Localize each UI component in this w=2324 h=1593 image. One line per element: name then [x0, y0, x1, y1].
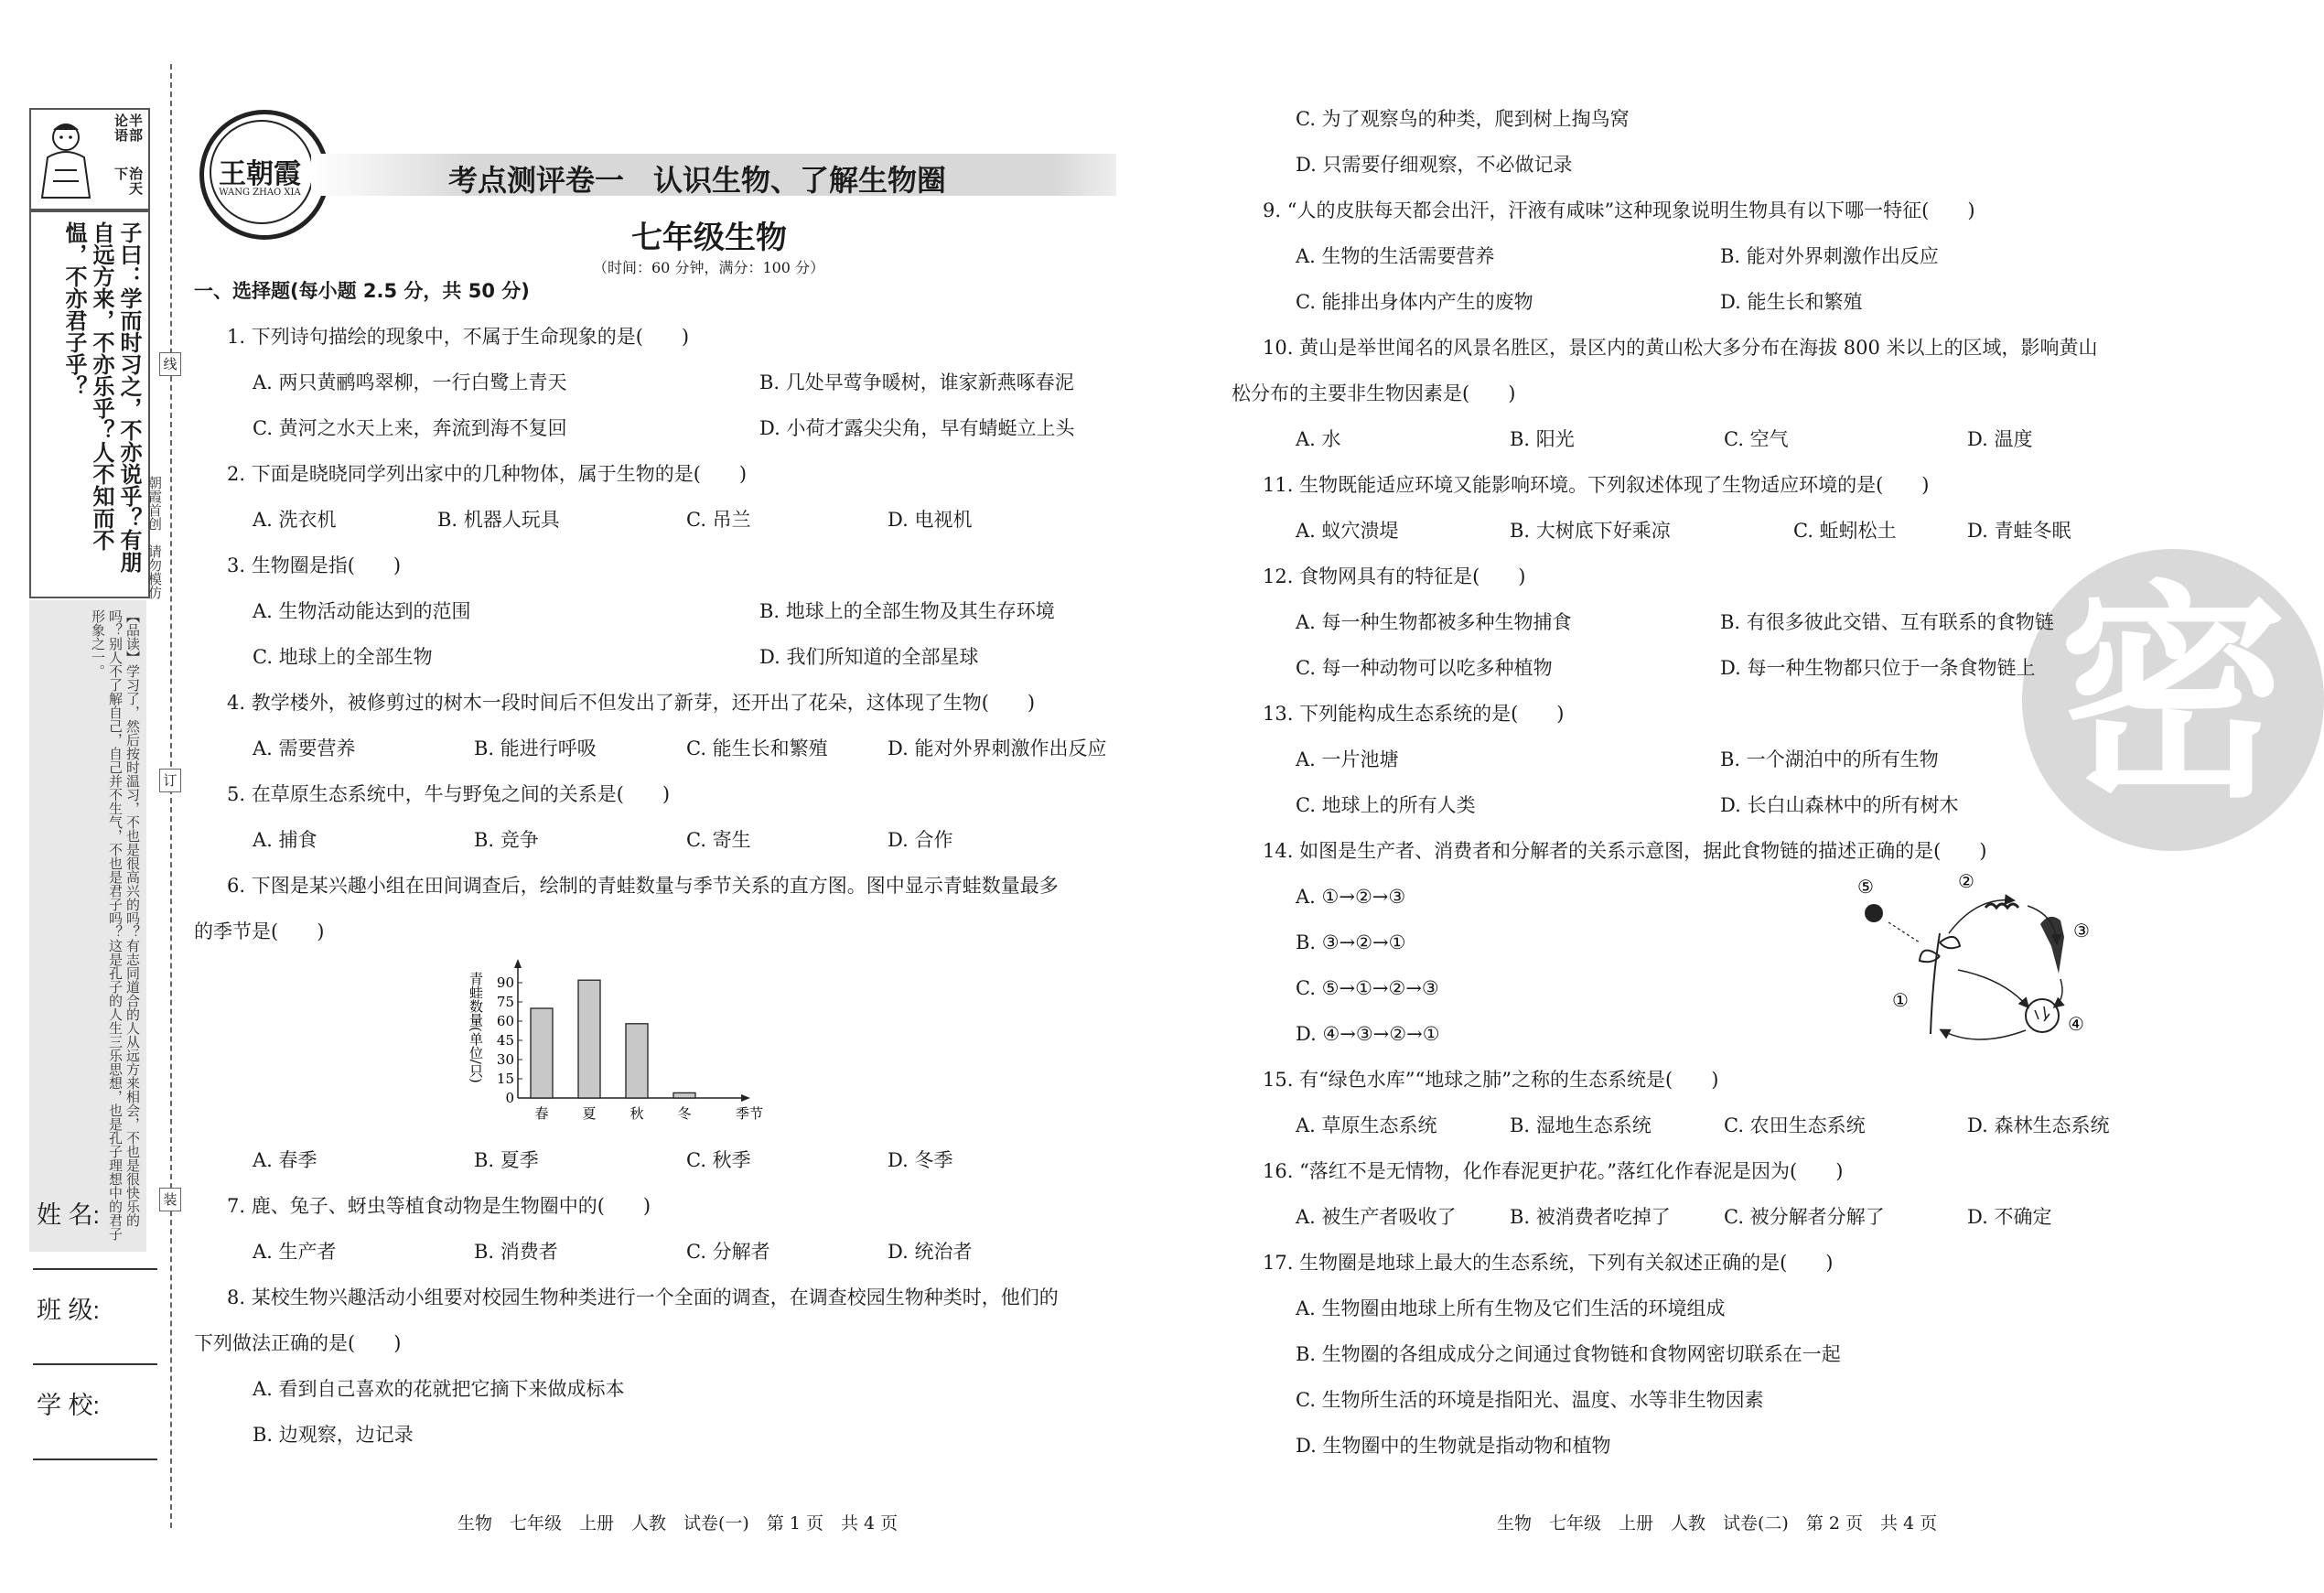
q11-option-b[interactable]: B. 大树底下好乘凉	[1510, 520, 1671, 542]
seal-label-zhuang: 装	[159, 1188, 181, 1211]
q5-option-a[interactable]: A. 捕食	[253, 829, 317, 851]
q12-option-c[interactable]: C. 每一种动物可以吃多种植物	[1296, 657, 1553, 679]
q7-stem: 7. 鹿、兔子、蚜虫等植食动物是生物圈中的( )	[227, 1195, 651, 1217]
q5-option-b[interactable]: B. 竞争	[474, 829, 539, 851]
q4-stem: 4. 教学楼外，被修剪过的树木一段时间后不但发出了新芽，还开出了花朵，这体现了生物( )	[227, 692, 1036, 714]
q1-stem: 1. 下列诗句描绘的现象中，不属于生命现象的是( )	[227, 326, 690, 348]
sidebar-quote: 子曰：学而时习之，不亦说乎？有朋自远方来，不亦乐乎？人不知而不愠，不亦君子乎？	[61, 221, 142, 573]
q3-option-c[interactable]: C. 地球上的全部生物	[253, 646, 433, 668]
chart-x-label: 季节	[736, 1105, 764, 1122]
q10-option-d[interactable]: D. 温度	[1967, 428, 2033, 450]
q8-option-c[interactable]: C. 为了观察鸟的种类，爬到树上掏鸟窝	[1296, 108, 1630, 130]
confucius-figure-icon	[35, 115, 99, 203]
sun-icon	[1865, 904, 1883, 922]
q5-stem: 5. 在草原生态系统中，牛与野兔之间的关系是( )	[227, 783, 671, 805]
diagram-label-2: ②	[1958, 870, 1974, 892]
diagram-label-4: ④	[2068, 1013, 2084, 1035]
chart-y-tick-label: 90	[496, 974, 514, 991]
q3-option-a[interactable]: A. 生物活动能达到的范围	[253, 600, 471, 622]
q10-option-a[interactable]: A. 水	[1296, 428, 1341, 450]
chart-y-tick-label: 75	[496, 994, 514, 1010]
q16-option-c[interactable]: C. 被分解者分解了	[1724, 1206, 1885, 1228]
q12-option-a[interactable]: A. 每一种生物都被多种生物捕食	[1296, 611, 1572, 633]
frog-count-chart	[467, 957, 764, 1127]
q6-option-a[interactable]: A. 春季	[253, 1149, 317, 1171]
q1-option-d[interactable]: D. 小荷才露尖尖角，早有蜻蜓立上头	[759, 417, 1075, 439]
q3-option-b[interactable]: B. 地球上的全部生物及其生存环境	[759, 600, 1055, 622]
q2-stem: 2. 下面是晓晓同学列出家中的几种物体，属于生物的是( )	[227, 463, 748, 485]
q15-option-c[interactable]: C. 农田生态系统	[1724, 1114, 1866, 1136]
q14-option-b[interactable]: B. ③→②→①	[1296, 931, 1406, 953]
logo-text: 王朝霞	[219, 158, 301, 190]
logo-badge	[199, 110, 329, 240]
q13-option-a[interactable]: A. 一片池塘	[1296, 748, 1399, 770]
chart-bar-2	[578, 980, 600, 1098]
sidebar-commentary: 【品读】学习了，然后按时温习，不也是很高兴的吗？有志同道合的人从远方来相会，不也是很快乐的吗？别人不了解自己，自己并不生气，不也是君子吗？这是孔子的人生三乐思想，也是孔子理想中的君子形象之一。	[90, 609, 141, 1241]
q15-stem: 15. 有“绿色水库”“地球之肺”之称的生态系统是( )	[1263, 1069, 1719, 1091]
q5-option-c[interactable]: C. 寄生	[686, 829, 751, 851]
sidebar-quote-box	[29, 210, 150, 598]
subject-title: 七年级生物	[631, 220, 787, 256]
q4-option-b[interactable]: B. 能进行呼吸	[474, 737, 597, 759]
plant-icon	[1920, 933, 1960, 1034]
name-field-label: 姓 名:	[37, 1201, 101, 1229]
q10-option-b[interactable]: B. 阳光	[1510, 428, 1575, 450]
chart-y-tick-label: 0	[505, 1090, 514, 1106]
q14-stem: 14. 如图是生产者、消费者和分解者的关系示意图，据此食物链的描述正确的是( )	[1263, 840, 1987, 862]
name-field-line[interactable]	[33, 1268, 157, 1270]
q12-option-d[interactable]: D. 每一种生物都只位于一条食物链上	[1720, 657, 2036, 679]
q4-option-a[interactable]: A. 需要营养	[253, 737, 356, 759]
q5-option-d[interactable]: D. 合作	[888, 829, 953, 851]
chart-y-arrow	[514, 959, 522, 968]
banner-title: 考点测评卷一 认识生物、了解生物圈	[448, 163, 947, 198]
q16-stem: 16. “落红不是无情物，化作春泥更护花。”落红化作春泥是因为( )	[1263, 1160, 1844, 1182]
school-field-line[interactable]	[33, 1458, 157, 1460]
chart-category-label: 春	[534, 1105, 549, 1122]
seal-label-ding: 订	[159, 769, 181, 792]
q16-option-b[interactable]: B. 被消费者吃掉了	[1510, 1206, 1671, 1228]
q12-stem: 12. 食物网具有的特征是( )	[1263, 565, 1526, 587]
footer-right: 生物 七年级 上册 人教 试卷(二) 第 2 页 共 4 页	[1497, 1513, 1938, 1534]
q12-option-b[interactable]: B. 有很多彼此交错、互有联系的食物链	[1720, 611, 2054, 633]
q10-stem-line2: 松分布的主要非生物因素是( )	[1232, 382, 1516, 404]
section-title: 一、选择题(每小题 2.5 分，共 50 分)	[194, 280, 530, 302]
q11-stem: 11. 生物既能适应环境又能影响环境。下列叙述体现了生物适应环境的是( )	[1263, 474, 1930, 496]
seal-label-xian: 线	[159, 352, 181, 376]
secret-watermark	[2022, 549, 2324, 851]
q9-option-b[interactable]: B. 能对外界刺激作出反应	[1720, 245, 1939, 267]
logo-subtext: WANG ZHAO XIA	[219, 188, 301, 198]
q8-option-b[interactable]: B. 边观察，边记录	[253, 1424, 414, 1446]
q2-option-a[interactable]: A. 洗衣机	[253, 509, 337, 531]
chart-y-tick-label: 45	[496, 1032, 514, 1049]
chart-y-label: 青蛙数量(单位/只)	[468, 972, 484, 1083]
q14-option-a[interactable]: A. ①→②→③	[1296, 886, 1406, 908]
q10-stem-line1: 10. 黄山是举世闻名的风景名胜区，景区内的黄山松大多分布在海拔 800 米以上的区域，影响黄山	[1263, 337, 2098, 359]
q7-option-a[interactable]: A. 生产者	[253, 1241, 337, 1263]
q2-option-d[interactable]: D. 电视机	[888, 509, 973, 531]
q15-option-b[interactable]: B. 湿地生态系统	[1510, 1114, 1652, 1136]
q6-option-b[interactable]: B. 夏季	[474, 1149, 539, 1171]
chart-bar-4	[673, 1092, 695, 1098]
q3-option-d[interactable]: D. 我们所知道的全部星球	[759, 646, 979, 668]
q6-stem-line1: 6. 下图是某兴趣小组在田间调查后，绘制的青蛙数量与季节关系的直方图。图中显示青蛙数量最多	[227, 875, 1059, 897]
q9-option-c[interactable]: C. 能排出身体内产生的废物	[1296, 291, 1533, 313]
q1-option-b[interactable]: B. 几处早莺争暖树，谁家新燕啄春泥	[759, 371, 1074, 393]
q6-option-c[interactable]: C. 秋季	[686, 1149, 751, 1171]
caterpillar-icon	[1985, 904, 2018, 908]
q9-option-a[interactable]: A. 生物的生活需要营养	[1296, 245, 1495, 267]
q8-stem-line2: 下列做法正确的是( )	[194, 1332, 402, 1354]
q13-option-b[interactable]: B. 一个湖泊中的所有生物	[1720, 748, 1939, 770]
q11-option-c[interactable]: C. 蚯蚓松土	[1793, 520, 1897, 542]
time-info: （时间：60 分钟，满分：100 分）	[593, 259, 825, 276]
q8-option-d[interactable]: D. 只需要仔细观察，不必做记录	[1296, 154, 1573, 176]
chart-bar-3	[626, 1024, 648, 1098]
q2-option-b[interactable]: B. 机器人玩具	[437, 509, 560, 531]
q4-option-d[interactable]: D. 能对外界刺激作出反应	[888, 737, 1107, 759]
q14-option-d[interactable]: D. ④→③→②→①	[1296, 1023, 1440, 1045]
diagram-label-1: ①	[1892, 989, 1909, 1011]
q2-option-c[interactable]: C. 吊兰	[686, 509, 751, 531]
q4-option-c[interactable]: C. 能生长和繁殖	[686, 737, 828, 759]
q7-option-d[interactable]: D. 统治者	[888, 1241, 973, 1263]
sidebar-commentary-box	[29, 600, 146, 1252]
q9-option-d[interactable]: D. 能生长和繁殖	[1720, 291, 1863, 313]
watermark-char: 密	[2059, 562, 2287, 828]
q11-option-a[interactable]: A. 蚁穴溃堤	[1296, 520, 1399, 542]
q8-option-a[interactable]: A. 看到自己喜欢的花就把它摘下来做成标本	[253, 1378, 625, 1400]
chart-bar-1	[531, 1008, 553, 1098]
q1-option-a[interactable]: A. 两只黄鹂鸣翠柳，一行白鹭上青天	[253, 371, 567, 393]
q6-stem-line2: 的季节是( )	[194, 920, 325, 942]
q6-option-d[interactable]: D. 冬季	[888, 1149, 953, 1171]
q17-option-a[interactable]: A. 生物圈由地球上所有生物及它们生活的环境组成	[1296, 1297, 1726, 1319]
q1-option-c[interactable]: C. 黄河之水天上来，奔流到海不复回	[253, 417, 567, 439]
q17-option-b[interactable]: B. 生物圈的各组成成分之间通过食物链和食物网密切联系在一起	[1296, 1343, 1841, 1365]
diagram-label-3: ③	[2073, 920, 2090, 942]
q9-stem: 9. “人的皮肤每天都会出汗，汗液有咸味”这种现象说明生物具有以下哪一特征( )	[1263, 199, 1975, 221]
class-field-label: 班 级:	[37, 1297, 101, 1324]
book-title: 半部论语治天下	[113, 113, 144, 196]
q3-stem: 3. 生物圈是指( )	[227, 554, 402, 576]
chart-category-label: 冬	[677, 1105, 692, 1122]
q17-option-d[interactable]: D. 生物圈中的生物就是指动物和植物	[1296, 1435, 1611, 1457]
chart-category-label: 夏	[582, 1105, 597, 1122]
q16-option-d[interactable]: D. 不确定	[1967, 1206, 2052, 1228]
binding-line	[170, 64, 172, 1528]
q17-option-c[interactable]: C. 生物所生活的环境是指阳光、温度、水等非生物因素	[1296, 1389, 1764, 1411]
class-field-line[interactable]	[33, 1363, 157, 1365]
title-banner	[311, 154, 1116, 196]
q17-stem: 17. 生物圈是地球上最大的生态系统，下列有关叙述正确的是( )	[1263, 1252, 1834, 1274]
q13-stem: 13. 下列能构成生态系统的是( )	[1263, 703, 1565, 725]
brand-note: 朝霞首创 请勿模仿	[146, 476, 163, 599]
q13-option-c[interactable]: C. 地球上的所有人类	[1296, 794, 1476, 816]
chart-y-tick-label: 30	[496, 1051, 514, 1068]
q10-option-c[interactable]: C. 空气	[1724, 428, 1789, 450]
sidebar-top-box	[29, 108, 150, 210]
chart-y-tick-label: 60	[496, 1013, 514, 1029]
q11-option-d[interactable]: D. 青蛙冬眠	[1967, 520, 2071, 542]
q13-option-d[interactable]: D. 长白山森林中的所有树木	[1720, 794, 1959, 816]
chart-category-label: 秋	[629, 1105, 644, 1122]
diagram-label-5: ⑤	[1857, 876, 1874, 898]
q8-stem-line1: 8. 某校生物兴趣活动小组要对校园生物种类进行一个全面的调查，在调查校园生物种类时，他们的	[227, 1286, 1059, 1308]
q7-option-c[interactable]: C. 分解者	[686, 1241, 770, 1263]
chart-y-tick-label: 15	[496, 1071, 514, 1087]
q15-option-d[interactable]: D. 森林生态系统	[1967, 1114, 2110, 1136]
ecosystem-cycle-diagram	[1848, 869, 2114, 1052]
footer-left: 生物 七年级 上册 人教 试卷(一) 第 1 页 共 4 页	[457, 1513, 898, 1534]
school-field-label: 学 校:	[37, 1392, 101, 1419]
q15-option-a[interactable]: A. 草原生态系统	[1296, 1114, 1437, 1136]
decomposer-icon	[2026, 999, 2059, 1032]
q7-option-b[interactable]: B. 消费者	[474, 1241, 558, 1263]
q16-option-a[interactable]: A. 被生产者吸收了	[1296, 1206, 1457, 1228]
q14-option-c[interactable]: C. ⑤→①→②→③	[1296, 977, 1439, 999]
chart-x-arrow	[741, 1094, 750, 1102]
